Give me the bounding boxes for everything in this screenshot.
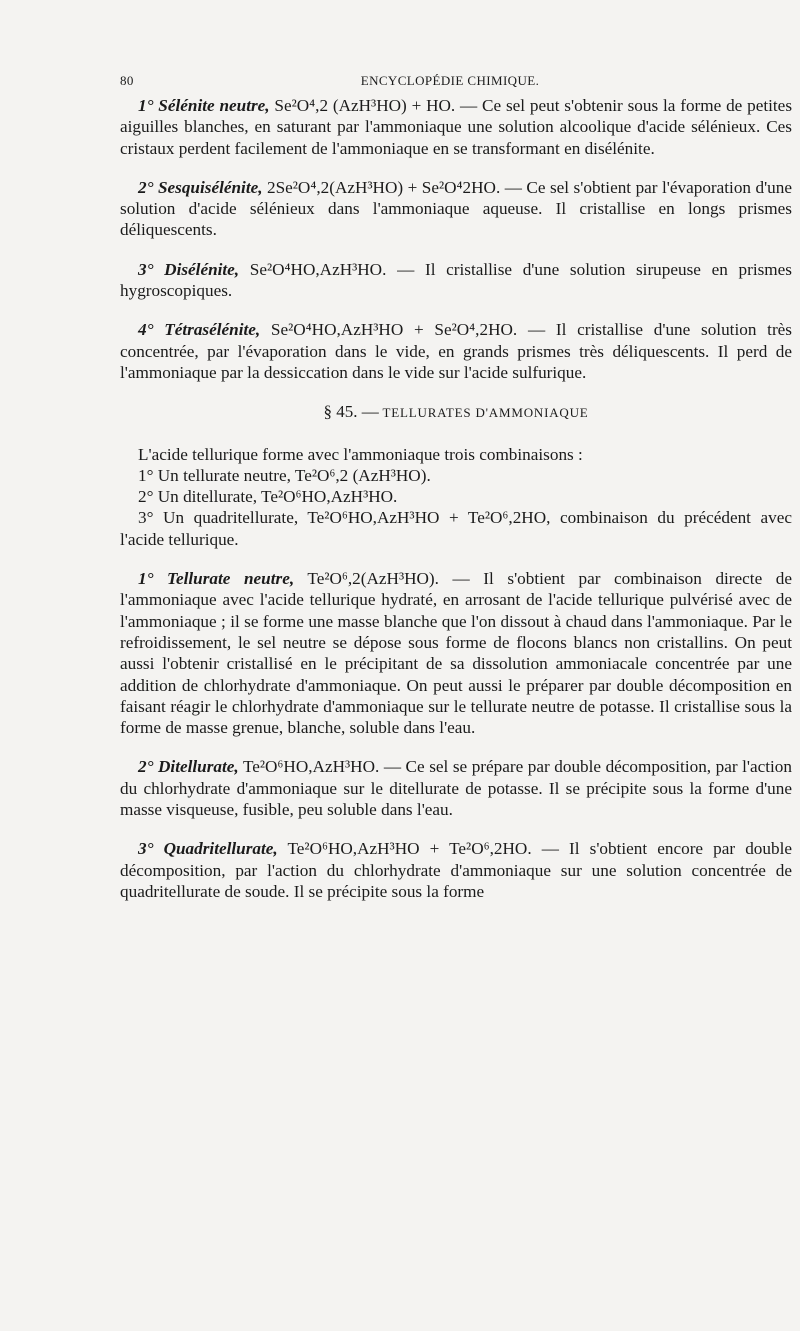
paragraph-title: 1° Sélénite neutre, xyxy=(138,96,270,115)
paragraph-title: 2° Sesquisélénite, xyxy=(138,177,263,197)
page-number: 80 xyxy=(120,73,134,88)
list-item: 3° Un quadritellurate, Te²O⁶HO,AzH³HO + Te²O⁶,2HO, combinaison du précédent avec l'acide tellurique. xyxy=(120,508,792,549)
paragraph-body: Te²O⁶HO,AzH³HO + Te²O⁶,2HO. — Il s'obtient encore par double décomposition, par l'action du chlorhydrate d'ammoniaque sur une solution concentrée de quadritellurate de soude. Il se précipite sous la forme xyxy=(120,839,792,901)
section-symbol: § 45. — xyxy=(323,402,379,422)
paragraph-body: Se²O⁴HO,AzH³HO. — Il cristallise d'une solution sirupeuse en prismes hygroscopiques. xyxy=(120,259,792,301)
paragraph-body: Te²O⁶,2(AzH³HO). — Il s'obtient par combinaison directe de l'ammoniaque avec l'acide tellurique hydraté, en arrosant de l'acide tellurique pulvérisé avec de l'ammoniaque ; il se forme une masse blanche que l'on dissout à chaud dans l'ammoniaque. Par le refroidissement, le sel neutre se dépose sous forme de flocons blancs non cristallins. On peut aussi l'obtenir cristallisé en le précipitant de sa dissolution ammoniacale concentrée par une addition de chlorhydrate d'ammoniaque. On peut aussi le préparer par double décomposition en faisant réagir le chlorhydrate d'ammoniaque sur le tellurate neutre de potasse. Il cristallise sous la forme de masse grenue, blanche, soluble dans l'eau. xyxy=(120,569,793,738)
paragraph-title: 3° Disélénite, xyxy=(138,259,240,279)
paragraph-body: Se²O⁴HO,AzH³HO + Se²O⁴,2HO. — Il cristallise d'une solution très concentrée, par l'évaporation dans le vide, en grands prismes très déliquescents. Il perd de l'ammoniaque par la dessiccation dans le vide sur l'acide sulfurique. xyxy=(120,320,792,382)
list-item: 1° Un tellurate neutre, Te²O⁶,2 (AzH³HO). xyxy=(138,465,431,485)
paragraph-quadritellurate xyxy=(120,838,792,902)
paragraph-sesquiselenite xyxy=(120,177,792,241)
list-item: 2° Un ditellurate, Te²O⁶HO,AzH³HO. xyxy=(138,487,398,507)
paragraph-diselenite xyxy=(120,259,792,302)
running-title: ENCYCLOPÉDIE CHIMIQUE. xyxy=(360,73,540,88)
paragraph-tellurate-neutre xyxy=(120,568,792,738)
paragraph-title: 2° Ditellurate, xyxy=(138,757,239,777)
page-content xyxy=(120,95,792,902)
section-heading xyxy=(120,401,792,423)
section-title: TELLURATES D'AMMONIAQUE xyxy=(382,405,589,421)
paragraph-body: Te²O⁶HO,AzH³HO. — Ce sel se prépare par double décomposition, par l'action du chlorhydrate d'ammoniaque sur le ditellurate de potasse. Il se précipite sous la forme d'une masse visqueuse, fusible, peu soluble dans l'eau. xyxy=(120,757,792,820)
paragraph-selenite-neutre xyxy=(120,95,792,159)
paragraph-title: 3° Quadritellurate, xyxy=(138,839,278,859)
paragraph-tetraselenite xyxy=(120,319,792,383)
paragraph-title: 1° Tellurate neutre, xyxy=(138,569,295,589)
paragraph-body: Se²O⁴,2 (AzH³HO) + HO. — Ce sel peut s'obtenir sous la forme de petites aiguilles blanches, en saturant par l'ammoniaque une solution alcoolique d'acide sélénieux. Ces cristaux perdent facilement de l'ammoniaque en se transformant en disélénite. xyxy=(120,96,793,158)
paragraph-ditellurate xyxy=(120,756,792,820)
intro-paragraph: L'acide tellurique forme avec l'ammoniaque trois combinaisons : xyxy=(138,444,583,464)
paragraph-title: 4° Tétrasélénite, xyxy=(138,320,261,340)
page-header xyxy=(120,73,780,93)
paragraph-body: 2Se²O⁴,2(AzH³HO) + Se²O⁴2HO. — Ce sel s'obtient par l'évaporation d'une solution d'acide sélénieux dans l'ammoniaque aqueuse. Il cristallise en longs prismes déliquescents. xyxy=(120,177,792,240)
